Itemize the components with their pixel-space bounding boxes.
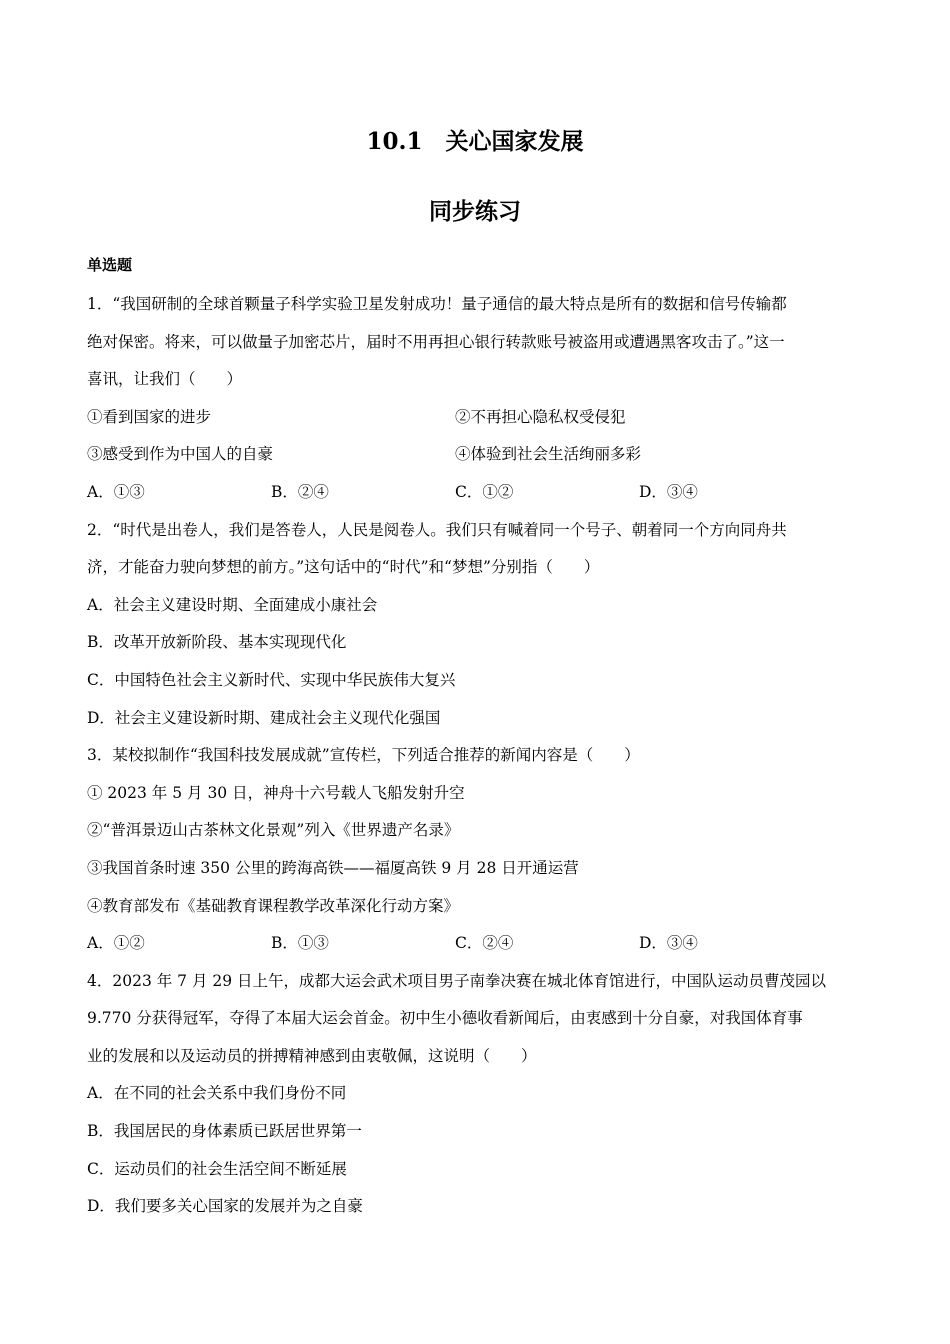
- question-4-option-c: C．运动员们的社会生活空间不断延展: [87, 1159, 347, 1178]
- question-3-option-a: A．①②: [87, 934, 145, 953]
- question-1-item-1: ①看到国家的进步: [87, 407, 212, 426]
- question-3-stem: 3．某校拟制作“我国科技发展成就”宣传栏，下列适合推荐的新闻内容是（ ）: [87, 746, 640, 765]
- question-3: [87, 737, 865, 963]
- question-list: [87, 286, 865, 1226]
- question-2-stem-line-2: 济，才能奋力驶向梦想的前方。”这句话中的“时代”和“梦想”分别指（ ）: [87, 558, 600, 577]
- question-1-item-2: ②不再担心隐私权受侵犯: [455, 407, 626, 426]
- question-1-option-b: B．②④: [271, 482, 329, 501]
- question-4-stem-line-2: 9.770 分获得冠军，夺得了本届大运会首金。初中生小德收看新闻后，由衷感到十分自豪，对我国体育事: [87, 1009, 803, 1028]
- question-1-option-a: A．①③: [87, 482, 145, 501]
- question-4-stem-line-3: 业的发展和以及运动员的拼搏精神感到由衷敬佩，这说明（ ）: [87, 1046, 537, 1065]
- question-3-option-d: D．③④: [639, 934, 698, 953]
- question-3-option-b: B．①③: [271, 934, 329, 953]
- question-3-item-2: ②“普洱景迈山古茶林文化景观”列入《世界遗产名录》: [87, 821, 460, 840]
- question-2-option-a: A．社会主义建设时期、全面建成小康社会: [87, 595, 378, 614]
- question-1-stem-line-2: 绝对保密。将来，可以做量子加密芯片，届时不用再担心银行转款账号被盗用或遭遇黑客攻击了。”这一: [87, 332, 785, 351]
- question-2: [87, 512, 865, 738]
- question-3-options: [87, 925, 865, 963]
- question-4: [87, 963, 865, 1226]
- question-4-stem-line-1: 4．2023 年 7 月 29 日上午，成都大运会武术项目男子南拳决赛在城北体育馆进行，中国队运动员曹茂园以: [87, 971, 827, 990]
- question-3-item-1: ① 2023 年 5 月 30 日，神舟十六号载人飞船发射升空: [87, 783, 465, 802]
- question-3-item-3: ③我国首条时速 350 公里的跨海高铁——福厦高铁 9 月 28 日开通运营: [87, 858, 579, 877]
- question-1: [87, 286, 865, 512]
- question-2-option-d: D．社会主义建设新时期、建成社会主义现代化强国: [87, 708, 441, 727]
- question-1-items-row-1: [87, 399, 865, 437]
- question-1-option-c: C．①②: [455, 482, 514, 501]
- question-2-stem-line-1: 2．“时代是出卷人，我们是答卷人，人民是阅卷人。我们只有喊着同一个号子、朝着同一个方向同舟共: [87, 520, 787, 539]
- question-1-option-d: D．③④: [639, 482, 698, 501]
- question-3-option-c: C．②④: [455, 934, 514, 953]
- question-4-option-a: A．在不同的社会关系中我们身份不同: [87, 1084, 347, 1103]
- question-1-stem-line-1: 1．“我国研制的全球首颗量子科学实验卫星发射成功！量子通信的最大特点是所有的数据和信号传输都: [87, 295, 787, 313]
- question-2-option-c: C．中国特色社会主义新时代、实现中华民族伟大复兴: [87, 670, 456, 689]
- question-1-options: [87, 474, 865, 512]
- question-1-stem-line-3: 喜讯，让我们（ ）: [87, 370, 243, 389]
- question-2-option-b: B．改革开放新阶段、基本实现现代化: [87, 633, 347, 652]
- question-1-item-4: ④体验到社会生活绚丽多彩: [455, 445, 642, 464]
- page-subtitle: 同步练习: [429, 198, 521, 225]
- question-3-item-4: ④教育部发布《基础教育课程教学改革深化行动方案》: [87, 896, 460, 915]
- question-4-option-b: B．我国居民的身体素质已跃居世界第一: [87, 1122, 362, 1141]
- question-1-item-3: ③感受到作为中国人的自豪: [87, 445, 274, 464]
- question-4-option-d: D．我们要多关心国家的发展并为之自豪: [87, 1197, 363, 1216]
- question-1-items-row-2: [87, 436, 865, 474]
- section-heading: 单选题: [87, 256, 133, 274]
- page-title: 10.1 关心国家发展: [366, 128, 584, 155]
